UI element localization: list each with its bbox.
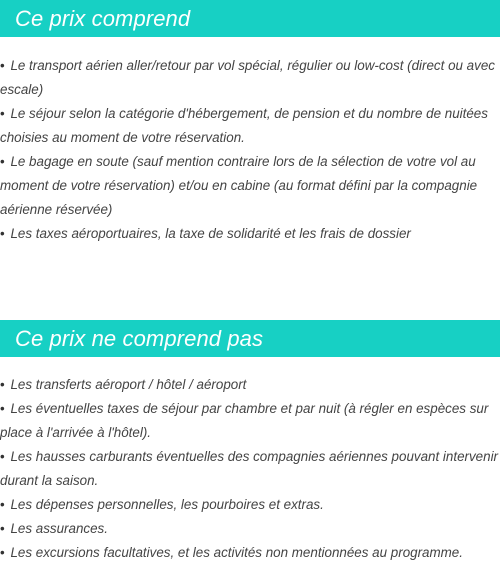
bullet-icon: • bbox=[0, 545, 5, 560]
list-item-text: Les assurances. bbox=[10, 521, 108, 536]
bullet-icon: • bbox=[0, 154, 5, 169]
list-item-text: Les éventuelles taxes de séjour par chambre et par nuit (à régler en espèces sur place à l'arrivée à l'hôtel). bbox=[0, 401, 489, 440]
list-item bbox=[0, 102, 500, 150]
bullet-icon: • bbox=[0, 377, 5, 392]
bullet-icon: • bbox=[0, 449, 5, 464]
price-excludes-title: Ce prix ne comprend pas bbox=[15, 325, 264, 351]
list-item-text: Les taxes aéroportuaires, la taxe de solidarité et les frais de dossier bbox=[10, 226, 411, 241]
price-excludes-section bbox=[0, 320, 500, 565]
list-item-text: Le bagage en soute (sauf mention contraire lors de la sélection de votre vol au moment de votre réservation) et/ou en cabine (au format défini par la compagnie aérienne réservée) bbox=[0, 154, 478, 217]
price-includes-title: Ce prix comprend bbox=[15, 5, 191, 31]
list-item bbox=[0, 54, 500, 102]
price-excludes-header bbox=[0, 320, 500, 357]
bullet-icon: • bbox=[0, 497, 5, 512]
bullet-icon: • bbox=[0, 521, 5, 536]
list-item bbox=[0, 373, 500, 397]
list-item bbox=[0, 541, 500, 565]
list-item-text: Les transferts aéroport / hôtel / aéroport bbox=[10, 377, 247, 392]
list-item bbox=[0, 397, 500, 445]
list-item-text: Les excursions facultatives, et les activités non mentionnées au programme. bbox=[10, 545, 463, 560]
list-item bbox=[0, 150, 500, 222]
list-item bbox=[0, 517, 500, 541]
price-includes-list bbox=[0, 54, 500, 246]
list-item-text: Les dépenses personnelles, les pourboires et extras. bbox=[10, 497, 324, 512]
list-item bbox=[0, 493, 500, 517]
list-item bbox=[0, 222, 500, 246]
bullet-icon: • bbox=[0, 106, 5, 121]
price-excludes-list bbox=[0, 373, 500, 565]
bullet-icon: • bbox=[0, 226, 5, 241]
list-item-text: Le transport aérien aller/retour par vol spécial, régulier ou low-cost (direct ou avec escale) bbox=[0, 58, 495, 97]
bullet-icon: • bbox=[0, 58, 5, 73]
list-item-text: Les hausses carburants éventuelles des compagnies aériennes pouvant intervenir durant la saison. bbox=[0, 449, 499, 488]
list-item bbox=[0, 445, 500, 493]
list-item-text: Le séjour selon la catégorie d'hébergement, de pension et du nombre de nuitées choisies au moment de votre réservation. bbox=[0, 106, 488, 145]
price-includes-header bbox=[0, 0, 500, 37]
price-includes-section bbox=[0, 0, 500, 246]
bullet-icon: • bbox=[0, 401, 5, 416]
